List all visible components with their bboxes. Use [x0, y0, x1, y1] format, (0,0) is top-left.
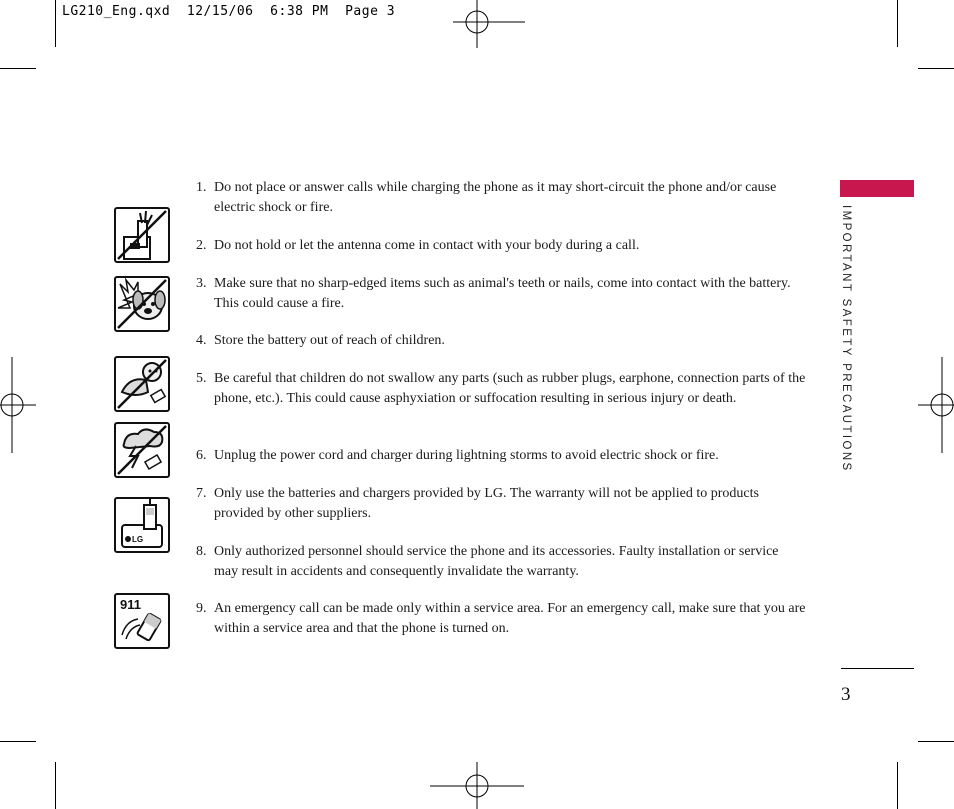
emergency-911-label: 911	[120, 597, 141, 612]
charging-phone-antenna-icon	[114, 207, 170, 263]
precaution-item-1	[196, 178, 806, 218]
precaution-item-9	[196, 599, 806, 639]
svg-text:LG: LG	[132, 535, 144, 544]
registration-mark-bottom	[430, 762, 524, 809]
crop-mark	[55, 762, 56, 809]
dog-chewing-battery-icon	[114, 276, 170, 332]
item-number: 3.	[196, 276, 207, 291]
crop-mark	[897, 762, 898, 809]
item-number: 1.	[196, 180, 207, 195]
emergency-911-phone-icon	[114, 593, 170, 649]
item-number: 7.	[196, 486, 207, 501]
item-text: Do not place or answer calls while charging the phone as it may short-circuit the phone and/or cause electric shock or fire.	[214, 180, 777, 215]
precaution-item-6	[196, 446, 806, 466]
page-number: 3	[841, 684, 851, 705]
item-number: 2.	[196, 238, 207, 253]
print-slug: LG210_Eng.qxd 12/15/06 6:38 PM Page 3	[62, 4, 396, 19]
item-text: Only use the batteries and chargers provided by LG. The warranty will not be applied to products provided by other suppliers.	[214, 486, 759, 521]
crop-mark	[918, 68, 954, 69]
precaution-item-5	[196, 369, 806, 409]
item-text: Store the battery out of reach of children.	[214, 333, 445, 348]
precaution-item-7	[196, 484, 806, 524]
item-text: Do not hold or let the antenna come in contact with your body during a call.	[214, 238, 640, 253]
item-number: 6.	[196, 448, 207, 463]
precaution-item-2	[196, 236, 806, 256]
registration-mark-right	[918, 357, 954, 453]
registration-mark-left	[0, 357, 36, 453]
lg-charger-phone-icon	[114, 497, 170, 553]
item-number: 9.	[196, 601, 207, 616]
precaution-item-8	[196, 542, 806, 582]
crop-mark	[0, 741, 36, 742]
lightning-storm-icon	[114, 422, 170, 478]
footer-rule	[841, 668, 914, 669]
section-title: IMPORTANT SAFETY PRECAUTIONS	[840, 205, 852, 473]
item-text: Be careful that children do not swallow any parts (such as rubber plugs, earphone, connection parts of the phone, etc.). This could cause asphyxiation or suffocation resulting in serious injury or death.	[214, 371, 806, 406]
precaution-item-4	[196, 331, 806, 351]
crop-mark	[55, 0, 56, 47]
item-text: Unplug the power cord and charger during lightning storms to avoid electric shock or fire.	[214, 448, 719, 463]
baby-swallow-parts-icon	[114, 356, 170, 412]
crop-mark	[897, 0, 898, 47]
crop-mark	[0, 68, 36, 69]
precaution-item-3	[196, 274, 806, 314]
registration-mark-top	[453, 0, 525, 48]
item-text: Only authorized personnel should service the phone and its accessories. Faulty installation or service may result in accidents and consequently invalidate the warranty.	[214, 544, 779, 579]
item-number: 4.	[196, 333, 207, 348]
item-text: Make sure that no sharp-edged items such as animal's teeth or nails, come into contact with the battery. This could cause a fire.	[214, 276, 791, 311]
section-title-vertical	[836, 205, 856, 473]
section-accent-bar	[840, 180, 914, 197]
crop-mark	[918, 741, 954, 742]
item-number: 5.	[196, 371, 207, 386]
item-text: An emergency call can be made only within a service area. For an emergency call, make sure that you are within a service area and that the phone is turned on.	[214, 601, 806, 636]
item-number: 8.	[196, 544, 207, 559]
